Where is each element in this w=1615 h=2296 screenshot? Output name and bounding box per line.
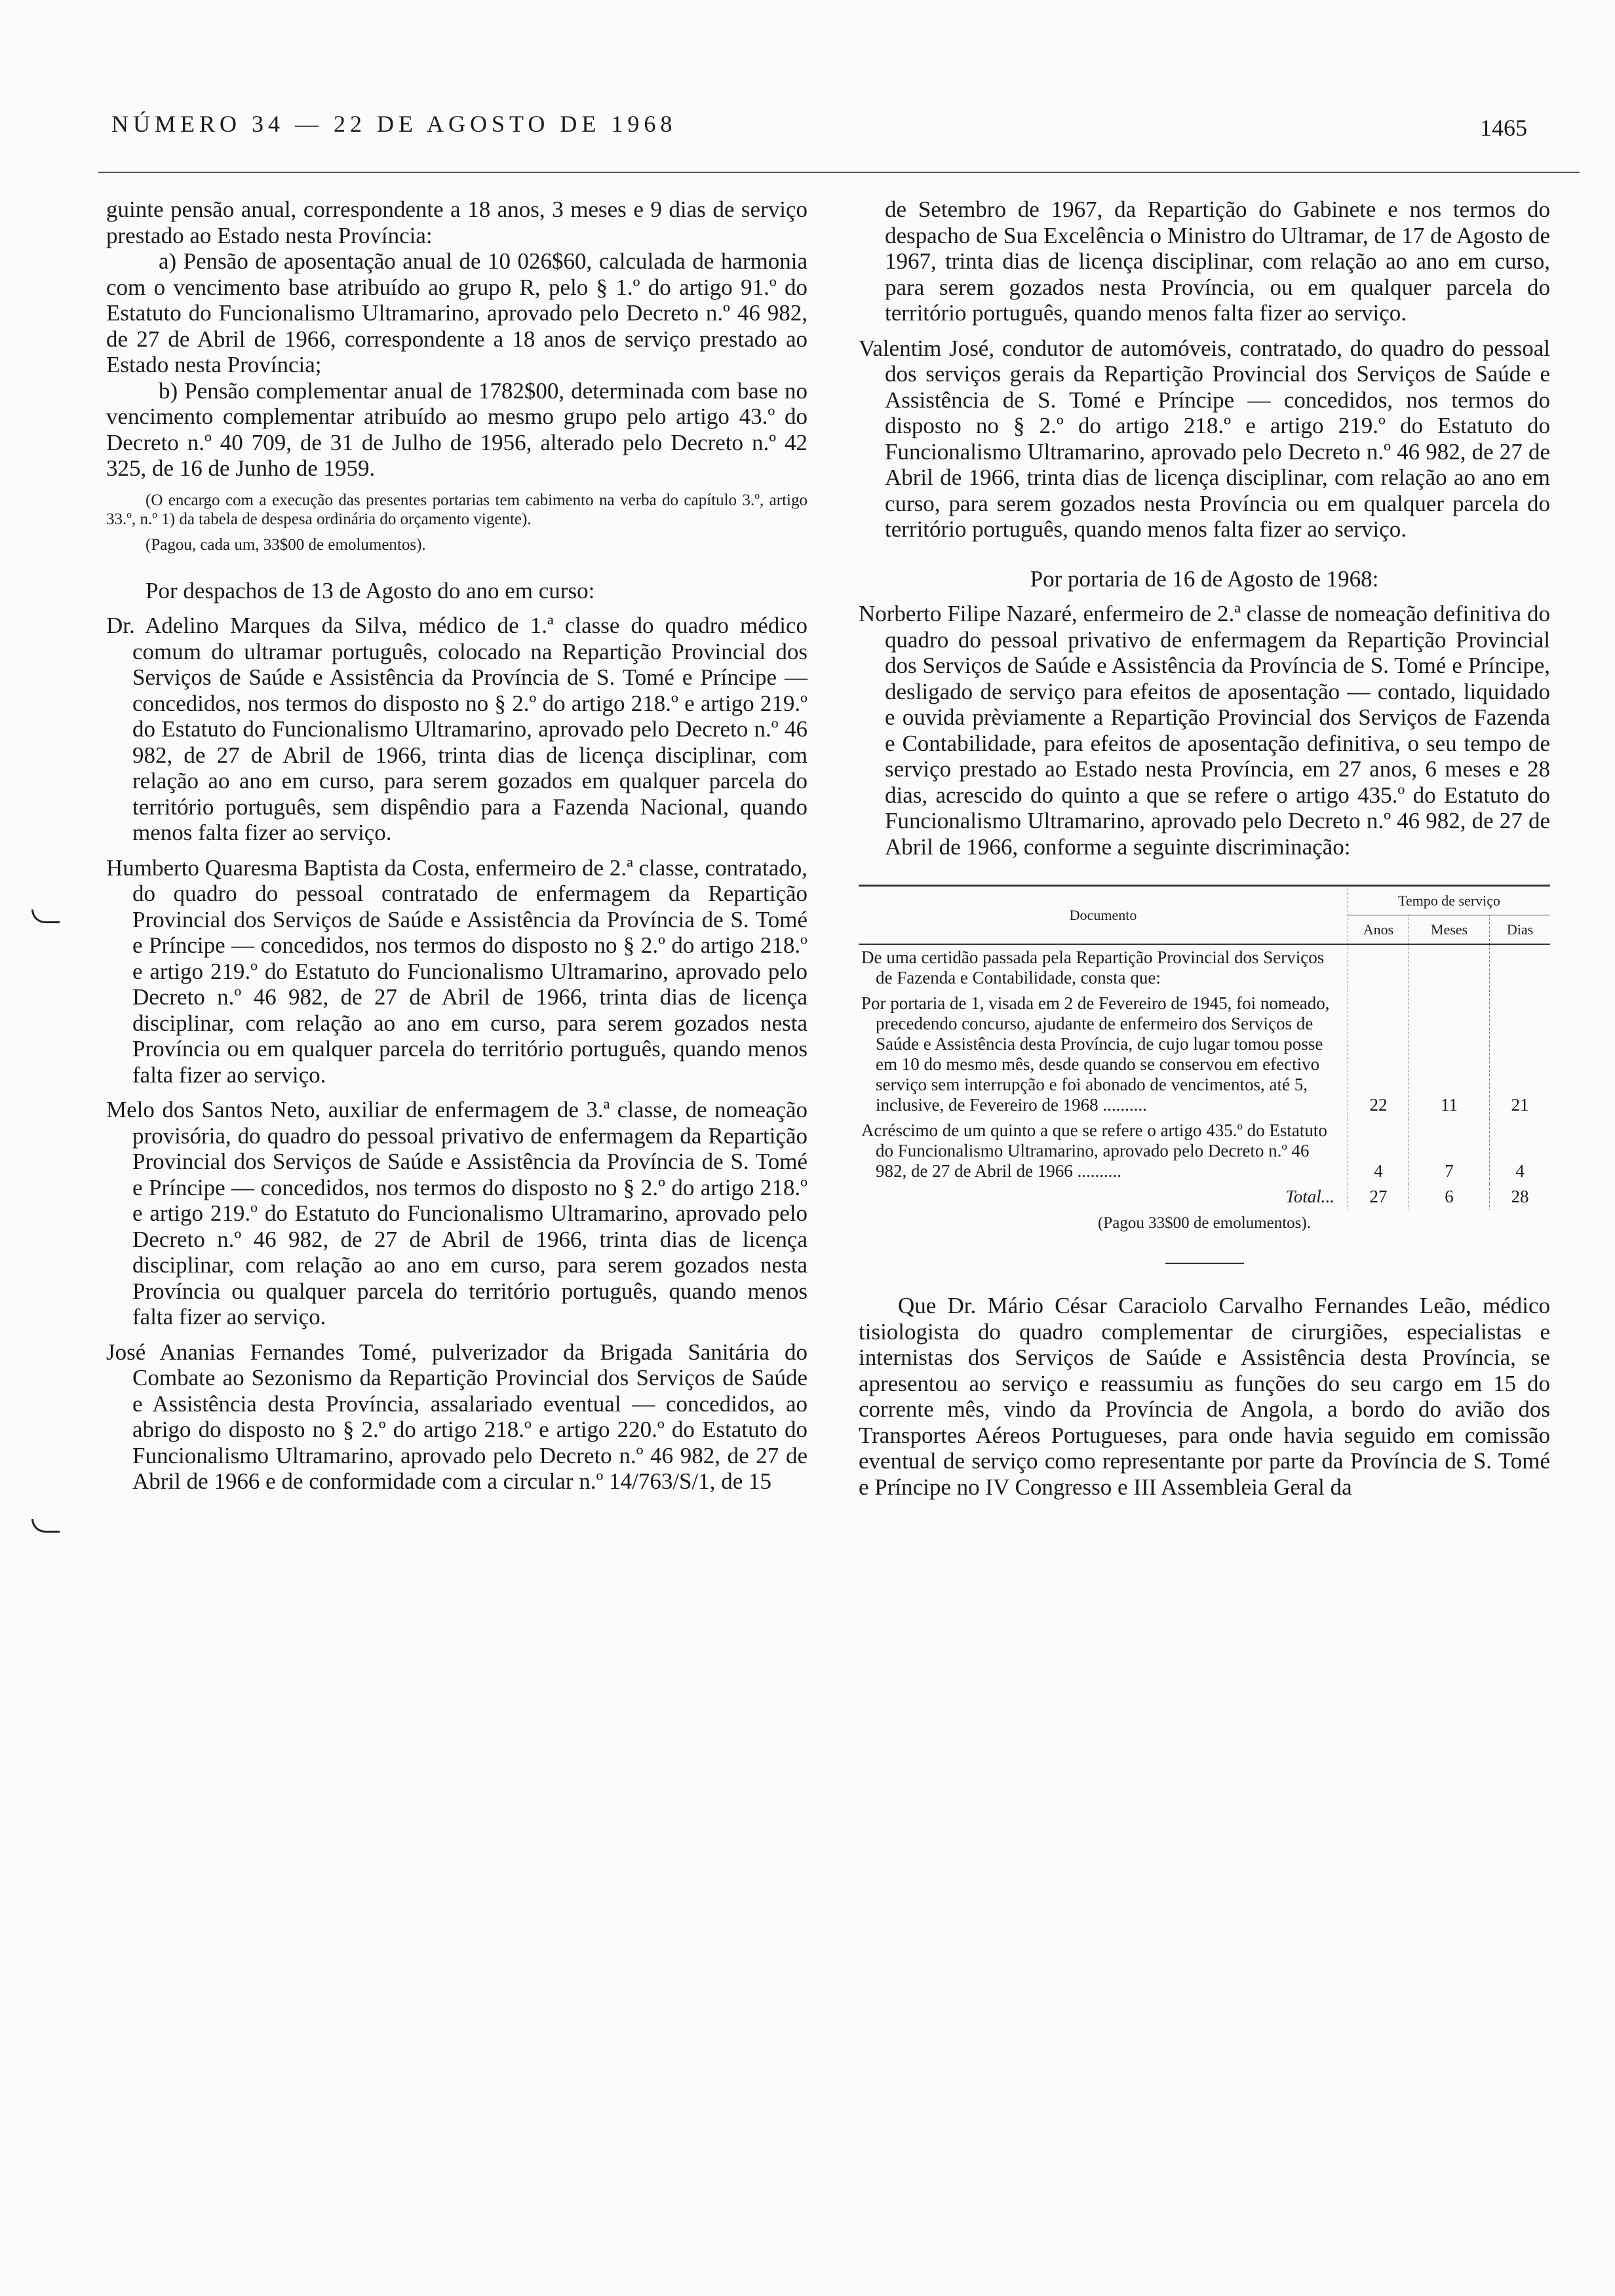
margin-mark [31, 1519, 60, 1533]
left-column [106, 197, 808, 1495]
paragraph: Que Dr. Mário César Caraciolo Carvalho Fernandes Leão, médico tisiologista do quadro complementar de cirurgiões, especialistas e internistas dos Serviços de Saúde e Assistência desta Província, se apresentou ao serviço e reassumiu as funções do seu cargo em 15 do corrente mês, vindo da Província de Angola, a bordo do avião dos Transportes Aéreos Portugueses, para onde havia seguido em comissão eventual de serviço como representante por parte da Província de S. Tomé e Príncipe no IV Congresso e III Assembleia Geral da [859, 1293, 1550, 1500]
table-total-row [859, 1184, 1550, 1210]
section-divider [1165, 1263, 1244, 1264]
paragraph: de Setembro de 1967, da Repartição do Gabinete e nos termos do despacho de Sua Excelência o Ministro do Ultramar, de 17 de Agosto de 1967, trinta dias de licença disciplinar, com relação ao ano em curso, para serem gozados nesta Província, ou em qualquer parcela do território português, quando menos falta fizer ao serviço. [885, 197, 1550, 326]
table-cell: Por portaria de 1, visada em 2 de Fevereiro de 1945, foi nomeado, precedendo concurso, ajudante de enfermeiro dos Serviços de Saúde e Assistência desta Província, de cujo lugar tomou posse em 10 do mesmo mês, desde quando se conservou em efectivo serviço sem interrupção e foi abonado de vencimentos, até 5, inclusive, de Fevereiro de 1968 .......... [861, 993, 1330, 1115]
page-header [111, 110, 1527, 149]
table-row [859, 1118, 1550, 1184]
table-cell: 27 [1348, 1184, 1409, 1210]
table-cell: 11 [1409, 991, 1490, 1118]
table-cell: De uma certidão passada pela Repartição Provincial dos Serviços de Fazenda e Contabilidade, consta que: [861, 947, 1325, 987]
list-item: Valentim José, condutor de automóveis, contratado, do quadro do pessoal dos serviços gerais da Repartição Provincial dos Serviços de Saúde e Assistência de S. Tomé e Príncipe — concedidos, nos termos do disposto no § 2.º do artigo 218.º e artigo 219.º do Estatuto do Funcionalismo Ultramarino, aprovado pelo Decreto n.º 46 982, de 27 de Abril de 1966, trinta dias de licença disciplinar, com relação ao ano em curso, para serem gozados nesta Província ou em qualquer parcela do território português, quando menos falta fizer ao serviço. [859, 335, 1550, 542]
margin-mark [31, 909, 60, 923]
list-item: Melo dos Santos Neto, auxiliar de enfermagem de 3.ª classe, de nomeação provisória, do quadro do pessoal privativo de enfermagem da Repartição Provincial dos Serviços de Saúde e Assistência da Província de S. Tomé e Príncipe — concedidos, nos termos do disposto no § 2.º do artigo 218.º e artigo 219.º do Estatuto do Funcionalismo Ultramarino, aprovado pelo Decreto n.º 46 982, de 27 de Abril de 1966, trinta dias de licença disciplinar, com relação ao ano em curso, para serem gozados nesta Província ou qualquer parcela do território português, quando menos falta fizer ao serviço. [106, 1097, 808, 1330]
list-item: Dr. Adelino Marques da Silva, médico de 1.ª classe do quadro médico comum do ultramar português, colocado na Repartição Provincial dos Serviços de Saúde e Assistência da Província de S. Tomé e Príncipe — concedidos, nos termos do disposto no § 2.º do artigo 218.º e artigo 219.º do Estatuto do Funcionalismo Ultramarino, aprovado pelo Decreto n.º 46 982, de 27 de Abril de 1966, trinta dias de licença disciplinar, com relação ao ano em curso, para serem gozados em qualquer parcela do território português, sem dispêndio para a Fazenda Nacional, quando menos falta fizer ao serviço. [106, 613, 808, 845]
table-cell: 4 [1348, 1118, 1409, 1184]
gazette-issue-title: NÚMERO 34 — 22 DE AGOSTO DE 1968 [111, 111, 677, 137]
paragraph: guinte pensão anual, correspondente a 18 anos, 3 meses e 9 dias de serviço prestado ao Estado nesta Província: [106, 197, 808, 248]
column-header-tempo: Tempo de serviço [1348, 886, 1551, 915]
service-time-table [859, 885, 1550, 1210]
table-cell: 7 [1409, 1118, 1490, 1184]
column-header-meses: Meses [1409, 915, 1490, 945]
table-cell: Acréscimo de um quinto a que se refere o artigo 435.º do Estatuto do Funcionalismo Ultramarino, aprovado pelo Decreto n.º 46 982, de 27 de Abril de 1966 .......... [861, 1120, 1327, 1181]
list-item: José Ananias Fernandes Tomé, pulverizador da Brigada Sanitária do Combate ao Sezonismo da Repartição Provincial dos Serviços de Saúde e Assistência desta Província, assalariado eventual — concedidos, ao abrigo do disposto no § 2.º do artigo 218.º e artigo 220.º do Estatuto do Funcionalismo Ultramarino, aprovado pelo Decreto n.º 46 982, de 27 de Abril de 1966 e de conformidade com a circular n.º 14/763/S/1, de 15 [106, 1339, 808, 1494]
table-cell: 28 [1490, 1184, 1551, 1210]
table-cell: 6 [1409, 1184, 1490, 1210]
right-column [859, 197, 1550, 1500]
budget-note: (O encargo com a execução das presentes portarias tem cabimento na verba do capítulo 3.º, artigo 33.º, n.º 1) da tabela de despesa ordinária do orçamento vigente). [106, 491, 808, 528]
paragraph: Por despachos de 13 de Agosto do ano em curso: [146, 577, 595, 603]
paragraph: b) Pensão complementar anual de 1782$00, determinada com base no vencimento complementar atribuído ao mesmo grupo pelo artigo 43.º do Decreto n.º 40 709, de 31 de Julho de 1956, alterado pelo Decreto n.º 42 325, de 16 de Junho de 1959. [106, 377, 808, 481]
table-row [859, 991, 1550, 1118]
table-cell: 22 [1348, 991, 1409, 1118]
fee-note: (Pagou, cada um, 33$00 de emolumentos). [146, 535, 426, 554]
total-label: Total... [1285, 1187, 1334, 1206]
column-header-documento: Documento [859, 886, 1348, 945]
fee-note: (Pagou 33$00 de emolumentos). [1098, 1214, 1311, 1232]
paragraph: Por portaria de 16 de Agosto de 1968: [1030, 565, 1379, 592]
paragraph: a) Pensão de aposentação anual de 10 026$60, calculada de harmonia com o vencimento base atribuído ao grupo R, pelo § 1.º do artigo 91.º do Estatuto do Funcionalismo Ultramarino, aprovado pelo Decreto n.º 46 982, de 27 de Abril de 1966, correspondente a 18 anos de serviço prestado ao Estado nesta Província; [106, 248, 808, 377]
column-header-dias: Dias [1490, 915, 1551, 945]
page-number: 1465 [1480, 115, 1527, 141]
list-item: Humberto Quaresma Baptista da Costa, enfermeiro de 2.ª classe, contratado, do quadro do pessoal contratado de enfermagem da Repartição Provincial dos Serviços de Saúde e Assistência da Província de S. Tomé e Príncipe — concedidos, nos termos do disposto no § 2.º do artigo 218.º e artigo 219.º do Estatuto do Funcionalismo Ultramarino, aprovado pelo Decreto n.º 46 982, de 27 de Abril de 1966, trinta dias de licença disciplinar, com relação ao ano em curso, para serem gozados nesta Província ou em qualquer parcela do território português, quando menos falta fizer ao serviço. [106, 854, 808, 1088]
list-item: Norberto Filipe Nazaré, enfermeiro de 2.ª classe de nomeação definitiva do quadro do pessoal privativo de enfermagem da Repartição Provincial dos Serviços de Saúde e Assistência da Província de S. Tomé e Príncipe, desligado de serviço para efeitos de aposentação — contado, liquidado e ouvida prèviamente a Repartição Provincial dos Serviços de Fazenda e Contabilidade, para efeitos de aposentação definitiva, o seu tempo de serviço prestado ao Estado nesta Província, em 27 anos, 6 meses e 28 dias, acrescido do quinto a que se refere o artigo 435.º do Estatuto do Funcionalismo Ultramarino, aprovado pelo Decreto n.º 46 982, de 27 de Abril de 1966, conforme a seguinte discriminação: [859, 601, 1550, 860]
column-header-anos: Anos [1348, 915, 1409, 945]
table-cell: 4 [1490, 1118, 1551, 1184]
header-divider [98, 172, 1580, 173]
table-row [859, 944, 1550, 991]
table-cell: 21 [1490, 991, 1551, 1118]
